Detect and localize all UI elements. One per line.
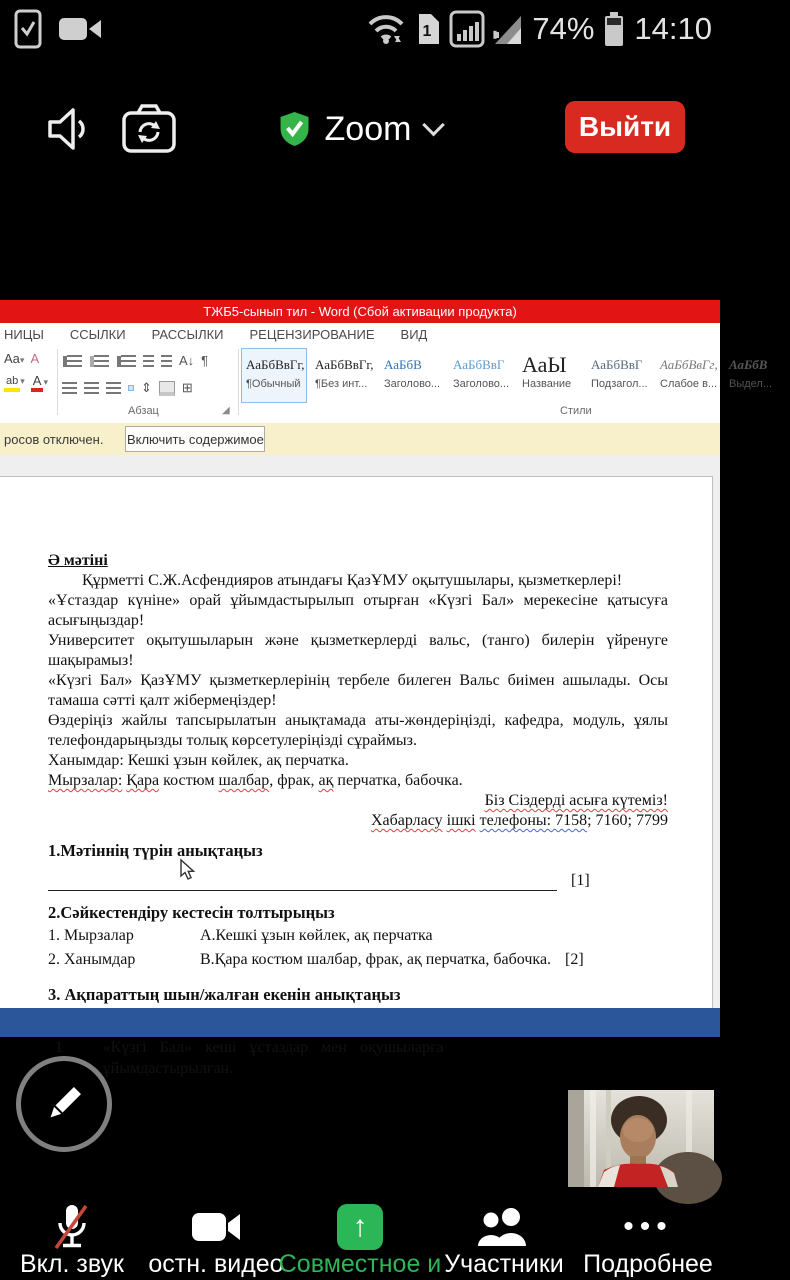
participants-icon (476, 1204, 532, 1250)
word-title-bar (0, 300, 720, 323)
warning-message: росов отключен. (4, 431, 104, 447)
sort-button[interactable]: А↓ (179, 353, 195, 368)
wifi-icon (366, 10, 406, 48)
match-row: 1. Мырзалар А.Кешкі ұзын көйлек, ақ перчатка (48, 927, 433, 944)
question1-title: 1.Мәтіннің түрін анықтаңыз (48, 841, 263, 860)
doc-closing-line: Біз Сіздерді асыға күтеміз! (484, 792, 668, 809)
ribbon-tab-strip (0, 323, 720, 345)
align-right-button[interactable] (106, 382, 121, 395)
align-left-button[interactable] (62, 382, 77, 395)
style-no-spacing[interactable]: АаБбВвГг, ¶Без инт... (315, 357, 374, 390)
switch-camera-icon[interactable] (120, 101, 178, 157)
align-center-button[interactable] (84, 382, 99, 395)
chevron-down-icon (422, 114, 445, 137)
show-marks-button[interactable]: ¶ (201, 353, 209, 368)
borders-button[interactable]: ⊞ (181, 380, 193, 395)
question2-points: [2] (565, 951, 584, 968)
style-subtle-emphasis[interactable]: АаБбВвГг, Слабое в... (660, 357, 718, 390)
share-screen-label: Совместное и (278, 1250, 442, 1278)
bullet-list-button[interactable] (67, 355, 82, 368)
participants-button[interactable] (432, 1204, 576, 1280)
match-row: 2. Ханымдар В.Қара костюм шалбар, фрак, ақ перчатка, бабочка. [2] (48, 949, 668, 971)
style-heading2[interactable]: АаБбВвГ Заголово... (453, 357, 510, 390)
document-area[interactable] (0, 455, 720, 1077)
battery-percent: 74% (532, 11, 595, 46)
highlight-color-button[interactable]: ab ▾ (4, 372, 25, 392)
paragraph-group-label: Абзац (128, 405, 159, 417)
webcam-video (568, 1090, 714, 1187)
status-bar (0, 0, 720, 56)
participants-label: Участники (444, 1250, 564, 1278)
style-title[interactable]: АаЫ Название (522, 352, 572, 390)
word-status-bar (0, 1008, 720, 1037)
tab-review[interactable]: РЕЦЕНЗИРОВАНИЕ (249, 326, 375, 342)
security-warning-bar (0, 423, 720, 455)
svg-text:1: 1 (422, 23, 432, 40)
numbered-list-button[interactable] (94, 355, 109, 368)
battery-icon (603, 11, 625, 47)
unmute-button[interactable] (0, 1204, 144, 1280)
network-bars-icon (450, 11, 484, 47)
smart-manager-icon (14, 9, 42, 49)
document-page (0, 476, 713, 1077)
table-row: 1 «Күзгі Бал» кеші ұстаздар мен оқушыларға ұйымдастырылған. (49, 1036, 624, 1081)
font-color-button[interactable]: А ▾ (31, 373, 48, 392)
tab-page-layout-partial[interactable]: НИЦЫ (4, 326, 44, 342)
clock: 14:10 (634, 11, 712, 46)
unmute-label: Вкл. звук (19, 1250, 124, 1278)
tab-view[interactable]: ВИД (400, 326, 428, 342)
group-separator (57, 349, 58, 415)
increase-indent-button[interactable] (161, 355, 172, 368)
share-screen-icon: ↑ (337, 1204, 383, 1250)
multilevel-list-button[interactable] (121, 355, 136, 368)
doc-paragraph-spellcheck: Мырзалар: Қара костюм шалбар, фрак, ақ перчатка, бабочка. (48, 772, 463, 789)
clear-formatting-button[interactable]: А (30, 351, 40, 366)
more-label: Подробнее (583, 1250, 713, 1278)
pencil-icon (41, 1081, 87, 1127)
zoom-bottom-toolbar (0, 1204, 720, 1280)
style-emphasis[interactable]: АаБбВ Выдел... (729, 357, 773, 390)
enable-content-button[interactable]: Включить содержимое (125, 426, 265, 452)
doc-heading: Ә мәтіні (48, 552, 108, 569)
doc-paragraph: Ханымдар: Кешкі ұзын көйлек, ақ перчатка. (48, 752, 349, 769)
leave-meeting-button[interactable]: Выйти (565, 101, 685, 153)
zoom-brand-label: Zoom (324, 109, 412, 148)
word-document-title: ТЖБ5-сынып тил - Word (Сбой активации продукта) (203, 304, 517, 319)
signal-triangle-icon (493, 12, 523, 46)
sim-card-icon (415, 12, 441, 46)
share-screen-button[interactable] (278, 1204, 442, 1280)
more-dots-icon: ••• (623, 1210, 673, 1243)
annotate-button[interactable] (16, 1056, 112, 1152)
doc-phone-line: Хабарласу ішкі телефоны: 7158; 7160; 7799 (370, 812, 668, 829)
mic-muted-icon (50, 1204, 94, 1250)
justify-button[interactable] (128, 385, 134, 391)
ribbon (0, 345, 773, 424)
status-left-icons (14, 8, 102, 50)
line-spacing-button[interactable]: ⇕ (141, 380, 152, 395)
security-shield-icon (279, 111, 311, 147)
question1-answer-area[interactable] (48, 871, 668, 891)
doc-paragraph: «Күзгі Бал» ҚазҰМУ қызметкерлерінің тербеле билеген Вальс биімен ашылады. Осы тамаша сәтті қалт жібермеңіздер! (48, 672, 668, 709)
style-subtitle[interactable]: АаБбВвГ Подзагол... (591, 357, 648, 390)
zoom-meeting-header (0, 85, 720, 173)
styles-group-label: Стили (560, 405, 592, 417)
change-case-button[interactable]: Aa▾ (4, 351, 25, 366)
paragraph-group (60, 350, 236, 405)
question1-points: [1] (571, 872, 590, 889)
question2-title: 2.Сәйкестендіру кестесін толтырыңыз (48, 903, 335, 922)
group-separator (238, 349, 239, 415)
tab-references[interactable]: ССЫЛКИ (69, 326, 126, 342)
paragraph-dialog-launcher[interactable]: ◢ (222, 405, 230, 416)
doc-paragraph: Университет оқытушыларын және қызметкерлерді вальс, (танго) билерін үйренуге шақырамыз! (48, 632, 668, 669)
camera-icon (190, 1204, 242, 1250)
answer-blank-line[interactable] (48, 872, 557, 891)
decrease-indent-button[interactable] (143, 355, 154, 368)
speaker-icon[interactable] (44, 103, 96, 155)
more-button[interactable] (576, 1204, 720, 1280)
status-right-icons (366, 6, 712, 52)
meeting-title-group[interactable] (279, 85, 442, 173)
style-heading1[interactable]: АаБбВ Заголово... (384, 357, 441, 390)
style-normal[interactable]: АаБбВвГг, ¶Обычный (241, 348, 307, 403)
font-group (0, 349, 56, 398)
doc-paragraph: Өздеріңіз жайлы тапсырылатын анықтамада аты-жөндеріңізді, кафедра, модуль, ұялы телефондарыңызды толық көрсетулеріңізді сұраймыз. (48, 712, 668, 749)
stop-video-button[interactable] (144, 1204, 288, 1280)
stop-video-label: остн. видео (148, 1250, 284, 1278)
doc-paragraph: Құрметті С.Ж.Асфендияров атындағы ҚазҰМУ оқытушылары, қызметкерлері! (82, 572, 623, 589)
tab-mailings[interactable]: РАССЫЛКИ (151, 326, 224, 342)
self-video-thumbnail[interactable] (568, 1090, 714, 1187)
question3-title: 3. Ақпараттың шын/жалған екенін анықтаңыз (48, 985, 401, 1004)
mouse-cursor (180, 859, 196, 881)
page-content (48, 551, 668, 1081)
video-call-icon (58, 14, 102, 44)
shading-button[interactable] (159, 381, 175, 396)
doc-paragraph: «Ұстаздар күніне» орай ұйымдастырылып отырған «Күзгі Бал» мерекесіне қатысуға асығыңыздар! (48, 592, 668, 629)
styles-gallery (241, 348, 773, 404)
